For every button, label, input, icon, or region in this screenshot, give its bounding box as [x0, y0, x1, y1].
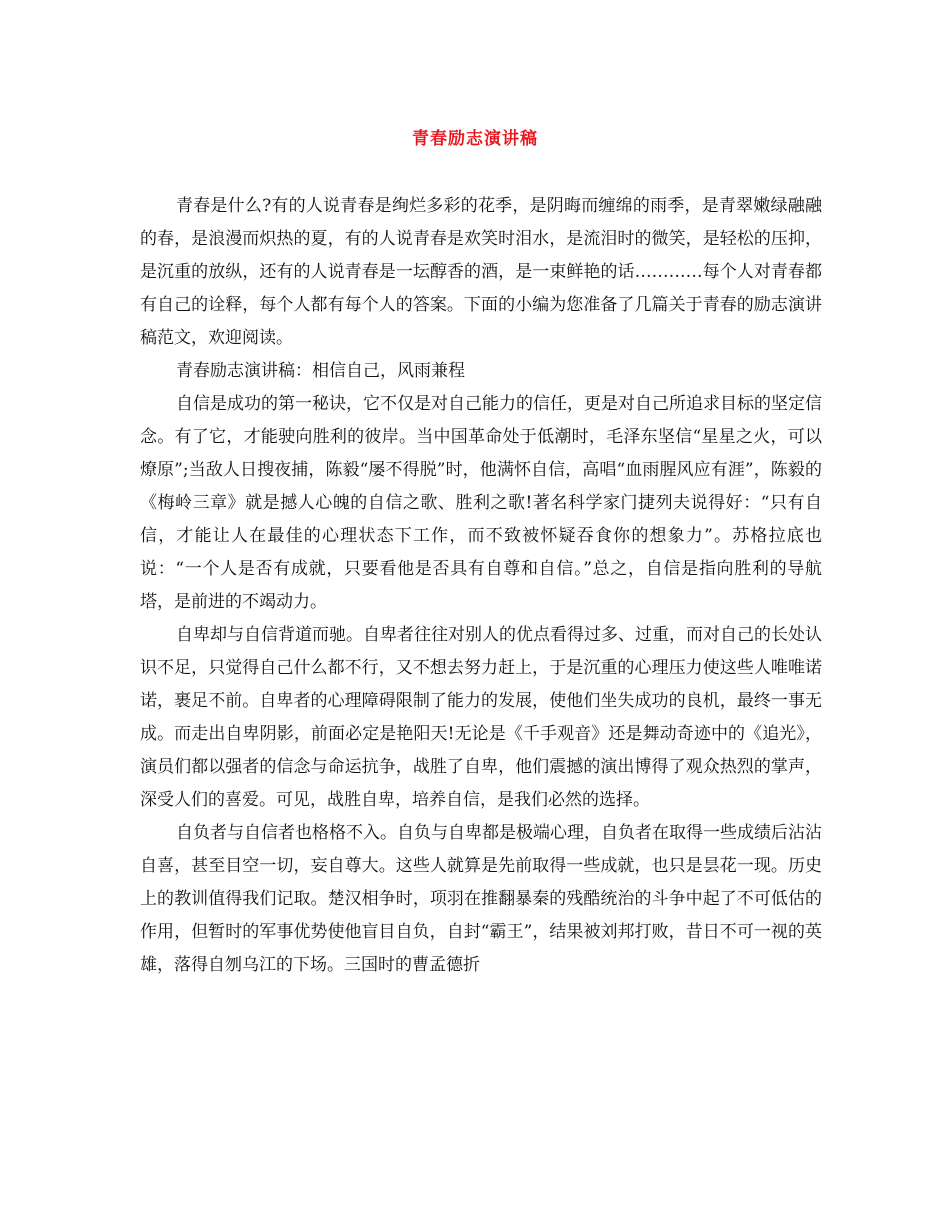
document-body [140, 190, 822, 982]
document-title: 青春励志演讲稿 [412, 129, 538, 149]
paragraph-confidence: 自信是成功的第一秘诀，它不仅是对自己能力的信任，更是对自己所追求目标的坚定信念。有了它，才能驶向胜利的彼岸。当中国革命处于低潮时，毛泽东坚信“星星之火，可以燎原”;当敌人日搜夜捕，陈毅“屡不得脱”时，他满怀自信，高唱“血雨腥风应有涯”，陈毅的《梅岭三章》就是撼人心魄的自信之歌、胜利之歌!著名科学家门捷列夫说得好：“只有自信，才能让人在最佳的心理状态下工作，而不致被怀疑吞食你的想象力”。苏格拉底也说：“一个人是否有成就，只要看他是否具有自尊和自信。”总之，自信是指向胜利的导航塔，是前进的不竭动力。 [140, 394, 822, 612]
paragraph-intro: 青春是什么?有的人说青春是绚烂多彩的花季，是阴晦而缠绵的雨季，是青翠嫩绿融融的春，是浪漫而炽热的夏，有的人说青春是欢笑时泪水，是流泪时的微笑，是轻松的压抑，是沉重的放纵，还有的人说青春是一坛醇香的酒，是一束鲜艳的话…………每个人对青春都有自己的诠释，每个人都有每个人的答案。下面的小编为您准备了几篇关于青春的励志演讲稿范文，欢迎阅读。 [140, 196, 822, 348]
paragraph-conceit: 自负者与自信者也格格不入。自负与自卑都是极端心理，自负者在取得一些成绩后沾沾自喜，甚至目空一切，妄自尊大。这些人就算是先前取得一些成就，也只是昙花一现。历史上的教训值得我们记取。楚汉相争时，项羽在推翻暴秦的残酷统治的斗争中起了不可低估的作用，但暂时的军事优势使他盲目自负，自封“霸王”，结果被刘邦打败，昔日不可一视的英雄，落得自刎乌江的下场。三国时的曹孟德折 [140, 823, 822, 975]
paragraph-subtitle: 青春励志演讲稿：相信自己，风雨兼程 [176, 361, 465, 381]
paragraph-inferiority: 自卑却与自信背道而驰。自卑者往往对别人的优点看得过多、过重，而对自己的长处认识不足，只觉得自己什么都不行，又不想去努力赶上，于是沉重的心理压力使这些人唯唯诺诺，裹足不前。自卑者的心理障碍限制了能力的发展，使他们坐失成功的良机，最终一事无成。而走出自卑阴影，前面必定是艳阳天!无论是《千手观音》还是舞动奇迹中的《追光》，演员们都以强者的信念与命运抗争，战胜了自卑，他们震撼的演出博得了观众热烈的掌声，深受人们的喜爱。可见，战胜自卑，培养自信，是我们必然的选择。 [140, 625, 822, 810]
